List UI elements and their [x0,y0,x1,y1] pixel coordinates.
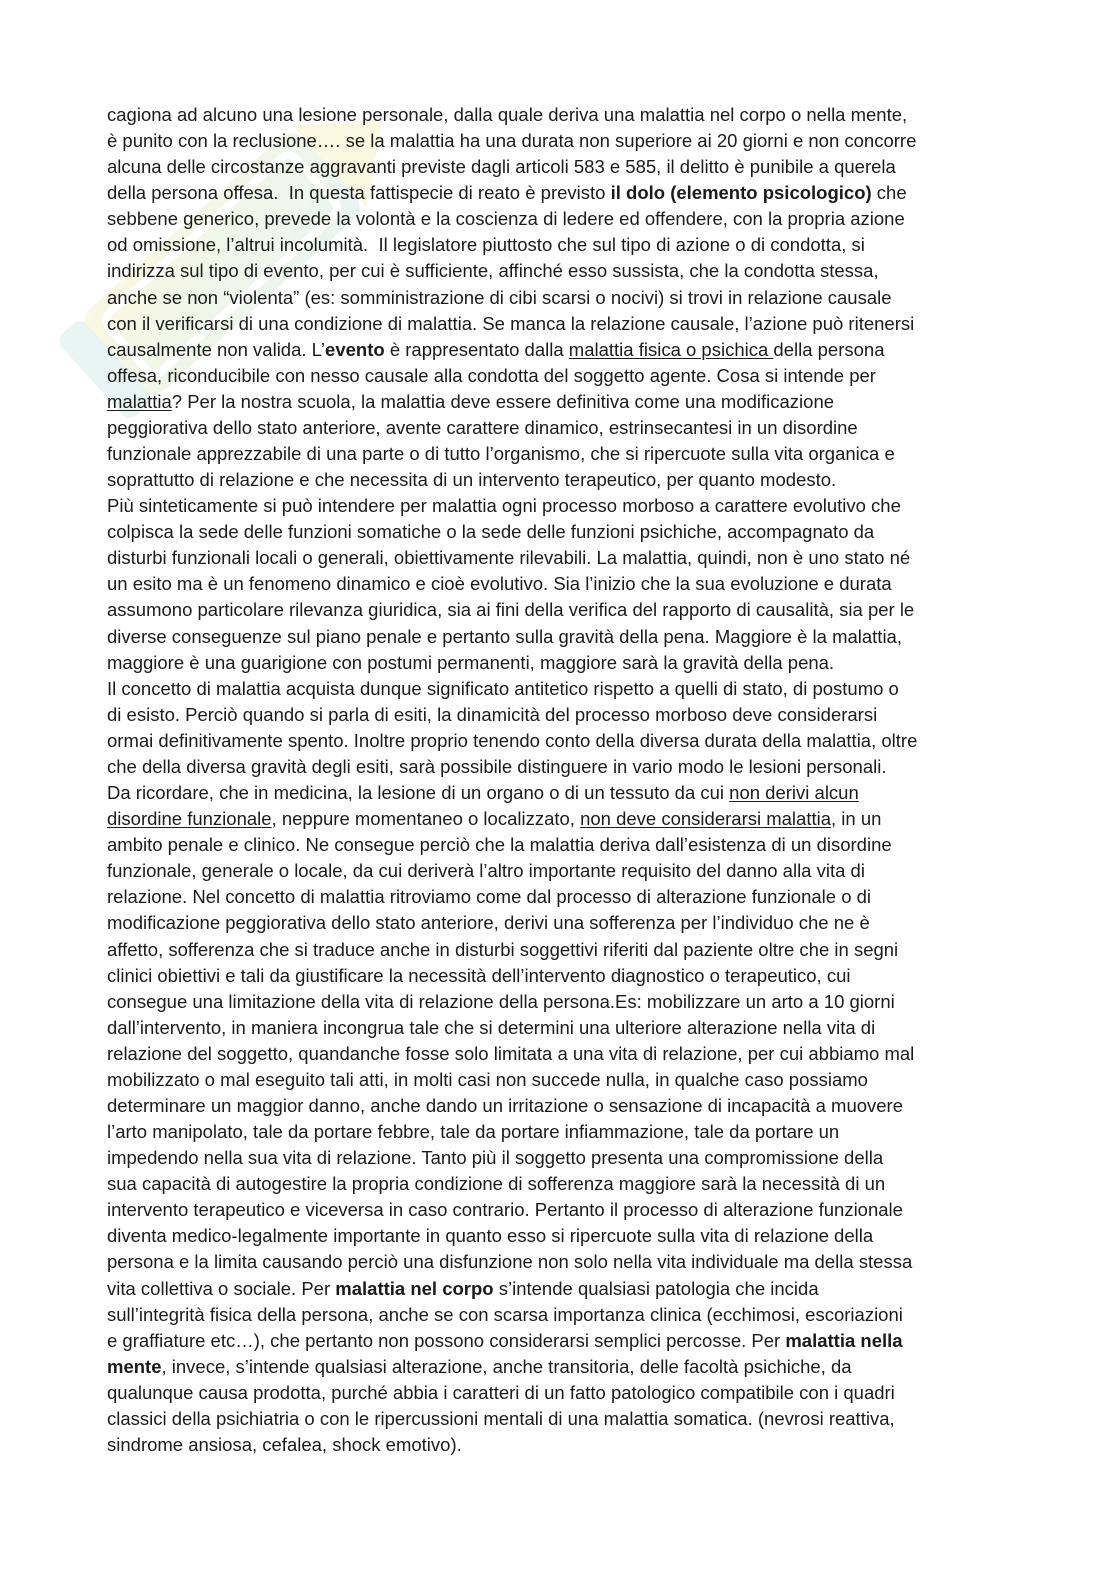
underlined-text: non derivi alcun [729,782,859,804]
text-line [107,676,1067,702]
text-line [107,597,1067,623]
text-line [107,519,1067,545]
text-line [107,102,1067,128]
text-run: Da ricordare, che in medicina, la lesione di un organo o di un tessuto da cui [107,782,730,804]
text-line [107,128,1067,154]
paragraph [107,780,1067,1458]
text-line [107,1406,1067,1432]
text-run: cagiona ad alcuno una lesione personale, dalla quale deriva una malattia nel corpo o nella mente, [107,104,908,125]
text-line [107,1223,1067,1249]
text-line [107,806,1067,832]
text-line [107,1067,1067,1093]
text-run: e graffiature etc…), che pertanto non possono considerarsi semplici percosse. Per [107,1329,786,1351]
text-run: intervento terapeutico e viceversa in caso contrario. Pertanto il processo di alterazione funzionale [107,1199,903,1221]
text-run: ? Per la nostra scuola, la malattia deve essere definitiva come una modificazione [171,390,835,412]
text-run: affetto, sofferenza che si traduce anche in disturbi soggettivi riferiti dal paziente oltre che in segni [107,938,899,960]
text-line [107,650,1067,676]
text-line [107,441,1067,467]
paragraph [107,102,1067,493]
text-line [107,1380,1067,1406]
text-run: relazione del soggetto, quandanche fosse solo limitata a una vita di relazione, per cui abbiamo mal [107,1042,915,1064]
text-line [107,624,1067,650]
text-run: dall’intervento, in maniera incongrua tale che si determini una ulteriore alterazione nella vita di [107,1016,876,1038]
text-run: mobilizzato o mal eseguito tali atti, in molti casi non succede nulla, in qualche caso possiamo [107,1068,868,1090]
text-run: anche se non “violenta” (es: somministrazione di cibi scarsi o nocivi) si trovi in relazione causale [107,286,892,308]
text-run: causalmente non valida. L’ [107,338,326,360]
text-line [107,571,1067,597]
text-run: clinici obiettivi e tali da giustificare la necessità dell’intervento diagnostico o terapeutico, cui [107,964,851,986]
text-run: indirizza sul tipo di evento, per cui è sufficiente, affinché esso sussista, che la condotta stessa, [107,260,879,282]
paragraph [107,493,1067,676]
text-line [107,702,1067,728]
text-run: offesa, riconducibile con nesso causale alla condotta del soggetto agente. Cosa si intende per [107,364,876,386]
text-line [107,1354,1067,1380]
text-run: che della diversa gravità degli esiti, sarà possibile distinguere in vario modo le lesioni personali. [107,755,887,777]
text-run: peggiorativa dello stato anteriore, avente carattere dinamico, estrinsecantesi in un disordine [107,416,858,438]
text-line [107,1171,1067,1197]
text-line [107,232,1067,258]
text-run: sua capacità di autogestire la propria condizione di sofferenza maggiore sarà la necessità di un [107,1173,886,1195]
text-run: diventa medico-legalmente importante in quanto esso si ripercuote sulla vita di relazione della [107,1225,874,1247]
bold-text: evento [325,338,385,360]
text-run: persona e la limita causando perciò una disfunzione non solo nella vita individuale ma della stessa [107,1251,913,1273]
bold-text: mente [107,1355,162,1377]
text-run: assumono particolare rilevanza giuridica, sia ai fini della verifica del rapporto di causalità, sia per le [107,599,915,621]
text-line [107,989,1067,1015]
text-line [107,1432,1067,1458]
text-run: funzionale apprezzabile di una parte o di tutto l’organismo, che si ripercuote sulla vita organica e [107,443,895,465]
underlined-text: malattia fisica o psichica [568,338,774,360]
text-run: ormai definitivamente spento. Inoltre proprio tenendo conto della diversa durata della malattia, oltre [107,729,918,751]
text-run: sebbene generico, prevede la volontà e la coscienza di ledere ed offendere, con la propria azione [107,208,905,230]
text-run: , neppure momentaneo o localizzato, [271,808,581,830]
text-line [107,389,1067,415]
text-line [107,1093,1067,1119]
text-run: che [871,182,907,204]
text-run: relazione. Nel concetto di malattia ritroviamo come dal processo di alterazione funzionale o di [107,886,872,908]
text-line [107,1328,1067,1354]
text-line [107,415,1067,441]
text-run: classici della psichiatria o con le ripercussioni mentali di una malattia somatica. (nevrosi reattiva, [107,1407,895,1429]
text-line [107,1197,1067,1223]
text-run: Più sinteticamente si può intendere per malattia ogni processo morboso a carattere evolutivo che [107,495,901,517]
text-line [107,180,1067,206]
text-line [107,832,1067,858]
text-run: sindrome ansiosa, cefalea, shock emotivo). [107,1433,462,1455]
text-line [107,1302,1067,1328]
text-run: soprattutto di relazione e che necessita di un intervento terapeutico, per quanto modesto. [107,469,837,491]
text-line [107,780,1067,806]
text-run: l’arto manipolato, tale da portare febbre, tale da portare infiammazione, tale da portare un [107,1121,840,1143]
text-line [107,258,1067,284]
text-run: colpisca la sede delle funzioni somatiche o la sede delle funzioni psichiche, accompagnato da [107,521,875,543]
bold-text: malattia nel corpo [335,1277,494,1299]
text-line [107,545,1067,571]
underlined-text: malattia [107,390,172,412]
text-run: di esisto. Perciò quando si parla di esiti, la dinamicità del processo morboso deve considerarsi [107,703,878,725]
text-run: Il concetto di malattia acquista dunque significato antitetico rispetto a quelli di stato, di postumo o [107,677,899,699]
bold-text: malattia nella [785,1329,903,1351]
text-run: della persona offesa. In questa fattispecie di reato è previsto [107,182,611,204]
text-line [107,493,1067,519]
text-run: un esito ma è un fenomeno dinamico e cioè evolutivo. Sia l’inizio che la sua evoluzione e durata [107,573,892,595]
text-run: alcuna delle circostanze aggravanti previste dagli articoli 583 e 585, il delitto è punibile a querela [107,156,896,178]
document-body [107,102,1067,1458]
text-run: con il verificarsi di una condizione di malattia. Se manca la relazione causale, l’azione può ritenersi [107,312,915,334]
text-line [107,1015,1067,1041]
bold-text: il dolo (elemento psicologico) [610,182,872,204]
text-run: qualunque causa prodotta, purché abbia i caratteri di un fatto patologico compatibile con i quadri [107,1381,895,1403]
text-run: è punito con la reclusione…. se la malattia ha una durata non superiore ai 20 giorni e non concorre [107,130,917,152]
text-line [107,963,1067,989]
text-run: disturbi funzionali locali o generali, obiettivamente rilevabili. La malattia, quindi, non è uno stato né [107,547,911,569]
text-run: sull’integrità fisica della persona, anche se con scarsa importanza clinica (ecchimosi, escoriazioni [107,1303,903,1325]
text-line [107,754,1067,780]
text-line [107,1249,1067,1275]
text-line [107,910,1067,936]
text-line [107,937,1067,963]
paragraph [107,676,1067,780]
text-line [107,467,1067,493]
text-line [107,858,1067,884]
text-run: , in un [831,808,882,830]
text-run: , invece, s’intende qualsiasi alterazione, anche transitoria, delle facoltà psichiche, da [161,1355,852,1377]
text-run: determinare un maggior danno, anche dando un irritazione o sensazione di incapacità a muovere [107,1094,904,1116]
text-run: è rappresentato dalla [384,338,569,360]
text-line [107,1145,1067,1171]
text-run: od omissione, l’altrui incolumità. Il legislatore piuttosto che sul tipo di azione o di condotta, si [107,234,865,256]
text-line [107,206,1067,232]
text-line [107,884,1067,910]
text-line [107,363,1067,389]
text-line [107,1276,1067,1302]
text-line [107,1119,1067,1145]
text-line [107,1041,1067,1067]
text-run: ambito penale e clinico. Ne consegue perciò che la malattia deriva dall’esistenza di un disordine [107,834,892,856]
text-run: consegue una limitazione della vita di relazione della persona.Es: mobilizzare un arto a 10 giorni [107,990,895,1012]
underlined-text: disordine funzionale [107,808,272,830]
text-run: impedendo nella sua vita di relazione. Tanto più il soggetto presenta una compromissione della [107,1147,884,1169]
text-run: vita collettiva o sociale. Per [107,1277,336,1299]
text-line [107,728,1067,754]
underlined-text: non deve considerarsi malattia [580,808,832,830]
text-line [107,154,1067,180]
text-line [107,337,1067,363]
text-run: maggiore è una guarigione con postumi permanenti, maggiore sarà la gravità della pena. [107,651,835,673]
text-run: della persona [773,338,885,360]
text-run: diverse conseguenze sul piano penale e pertanto sulla gravità della pena. Maggiore è la malattia, [107,625,902,647]
text-line [107,285,1067,311]
text-run: funzionale, generale o locale, da cui deriverà l’altro importante requisito del danno alla vita di [107,860,865,882]
text-run: modificazione peggiorativa dello stato anteriore, derivi una sofferenza per l’individuo che ne è [107,912,870,934]
text-run: s’intende qualsiasi patologia che incida [493,1277,819,1299]
text-line [107,311,1067,337]
